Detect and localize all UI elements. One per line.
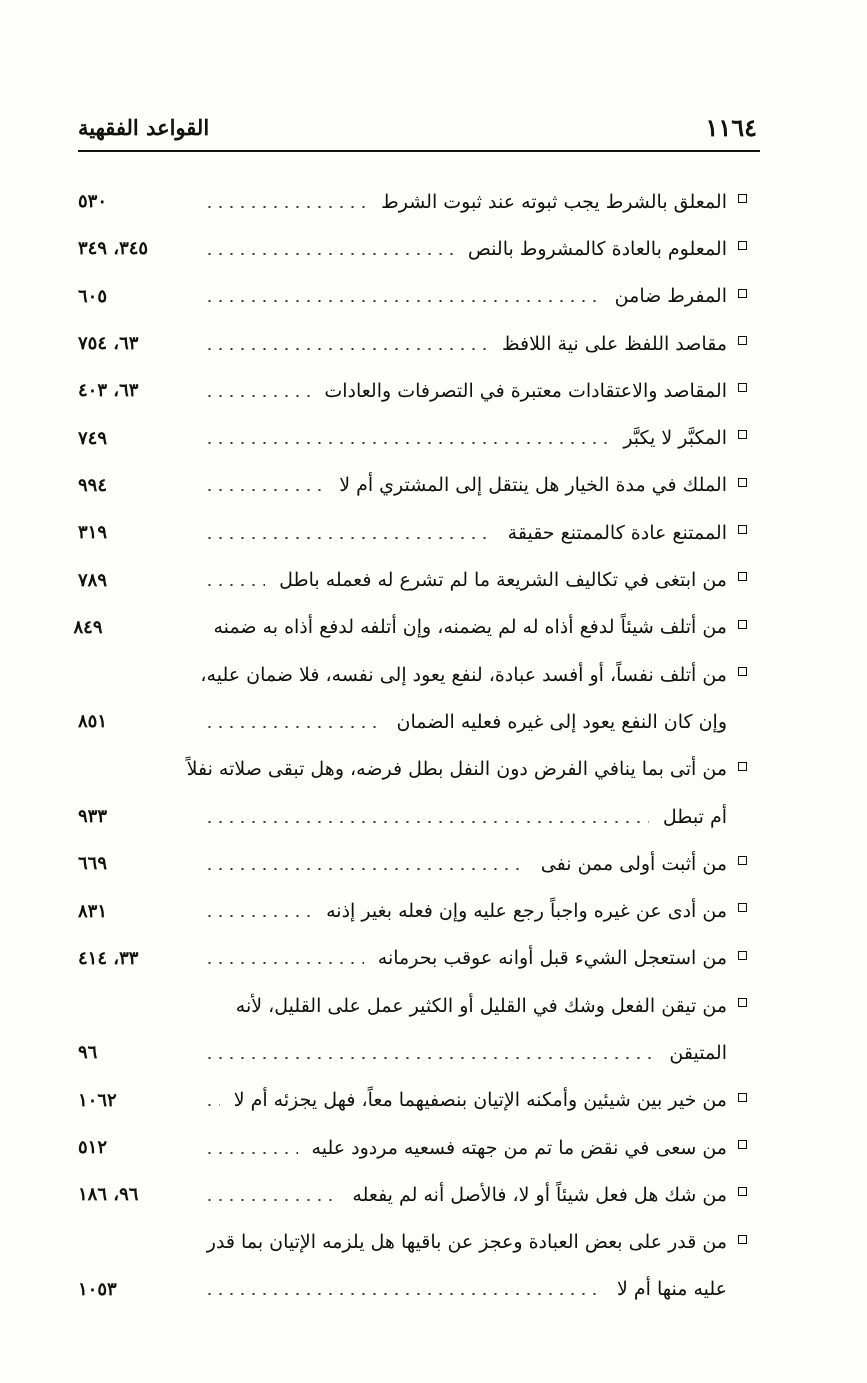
entry-body — [78, 982, 727, 1077]
entry-text: أم تبطل — [662, 805, 727, 828]
index-entry — [78, 1219, 757, 1314]
entry-body — [78, 414, 727, 461]
entry-body — [78, 367, 727, 414]
page-header — [78, 104, 757, 150]
entry-body — [78, 1219, 727, 1314]
entry-text: من أثبت أولى ممن نفى — [540, 852, 727, 875]
entry-line — [78, 651, 727, 698]
entry-body — [78, 320, 727, 367]
bullet-square-icon — [727, 604, 757, 651]
dot-leader — [204, 253, 454, 255]
entry-body — [78, 509, 727, 556]
dot-leader — [204, 348, 488, 350]
entry-text: المفرط ضامن — [614, 285, 727, 308]
entry-line — [78, 887, 727, 934]
entry-line — [78, 1171, 727, 1218]
entry-text: من تيقن الفعل وشك في القليل أو الكثير عمل على القليل، لأنه — [235, 994, 727, 1017]
index-entry — [78, 982, 757, 1077]
bullet-square-icon — [727, 1124, 757, 1171]
entry-body — [78, 935, 727, 982]
entry-line — [78, 1124, 727, 1171]
entry-line — [78, 556, 727, 603]
dot-leader — [204, 489, 325, 491]
page-reference: ٣١٩ — [78, 522, 108, 544]
entry-line — [78, 509, 727, 556]
index-entry — [78, 887, 757, 934]
dot-leader — [204, 726, 383, 728]
entry-line — [78, 414, 727, 461]
page-reference: ٧٨٩ — [78, 569, 108, 591]
bullet-square-icon — [727, 273, 757, 320]
entry-line — [78, 273, 727, 320]
page-reference: ٣٤٥، ٣٤٩ — [78, 238, 149, 260]
page-reference: ٩٦ — [78, 1042, 98, 1064]
book-title: القواعد الفقهية — [78, 114, 210, 140]
page-reference: ٩٦، ١٨٦ — [78, 1184, 139, 1206]
page-reference: ٦٣، ٧٥٤ — [78, 333, 139, 355]
page-number: ١١٦٤ — [705, 112, 757, 142]
index-entry — [78, 178, 757, 225]
page-reference: ٦٦٩ — [78, 853, 108, 875]
bullet-square-icon — [727, 1077, 757, 1124]
entry-line — [78, 462, 727, 509]
entry-body — [78, 225, 727, 272]
page-reference: ٨٤٩ — [73, 616, 103, 638]
entry-text: من أتلف نفساً، أو أفسد عبادة، لنفع يعود إلى نفسه، فلا ضمان عليه، — [200, 663, 727, 686]
index-entry — [78, 225, 757, 272]
dot-leader — [204, 300, 601, 302]
entry-line — [78, 840, 727, 887]
entry-line — [78, 1029, 727, 1076]
index-entry — [78, 840, 757, 887]
entry-body — [78, 840, 727, 887]
bullet-square-icon — [727, 887, 757, 934]
page-reference: ٦٠٥ — [78, 285, 108, 307]
bullet-square-icon — [727, 935, 757, 982]
entry-body — [78, 887, 727, 934]
index-entry — [78, 556, 757, 603]
entry-body — [78, 462, 727, 509]
entry-text: من استعجل الشيء قبل أوانه عوقب بحرمانه — [377, 947, 727, 970]
header-rule — [78, 150, 760, 152]
page-reference: ٩٩٤ — [78, 474, 108, 496]
entry-text: من خير بين شيئين وأمكنه الإتيان بنصفيهما معاً، فهل يجزئه أم لا — [233, 1089, 727, 1112]
dot-leader — [204, 537, 494, 539]
entry-body — [78, 1077, 727, 1124]
dot-leader — [204, 962, 364, 964]
entry-line — [78, 982, 727, 1029]
dot-leader — [204, 1293, 603, 1295]
entry-text: من أتى بما ينافي الفرض دون النفل بطل فرضه، وهل تبقى صلاته نفلاً — [186, 758, 727, 781]
dot-leader — [204, 915, 312, 917]
page-reference: ١٠٥٣ — [78, 1278, 117, 1300]
bullet-square-icon — [727, 1171, 757, 1218]
dot-leader — [204, 442, 609, 444]
entry-text: مقاصد اللفظ على نية اللافظ — [501, 332, 727, 355]
entry-text: المعلق بالشرط يجب ثبوته عند ثبوت الشرط — [381, 190, 727, 213]
dot-leader — [204, 821, 649, 823]
page-reference: ٣٣، ٤١٤ — [78, 947, 139, 969]
entry-text: المعلوم بالعادة كالمشروط بالنص — [467, 237, 727, 260]
entry-line — [78, 367, 727, 414]
entry-text: المقاصد والاعتقادات معتبرة في التصرفات والعادات — [324, 379, 727, 402]
entry-body — [78, 1124, 727, 1171]
entry-text: من أتلف شيئاً لدفع أذاه له لم يضمنه، وإن أتلفه لدفع أذاه به ضمنه — [213, 616, 727, 639]
bullet-square-icon — [727, 982, 757, 1077]
entry-text: عليه منها أم لا — [616, 1278, 727, 1301]
entry-body — [78, 746, 727, 841]
dot-leader — [204, 868, 527, 870]
entry-body — [73, 604, 727, 651]
bullet-square-icon — [727, 225, 757, 272]
entry-text: من شك هل فعل شيئاً أو لا، فالأصل أنه لم يفعله — [352, 1183, 727, 1206]
dot-leader — [204, 1199, 338, 1201]
dot-leader — [204, 1104, 220, 1106]
entry-text: المكبَّر لا يكبَّر — [623, 427, 727, 450]
index-entry — [78, 414, 757, 461]
entry-line — [78, 320, 727, 367]
index-entry — [78, 746, 757, 841]
entry-line — [78, 793, 727, 840]
entry-body — [78, 178, 727, 225]
entry-line — [78, 1077, 727, 1124]
index-entry — [78, 509, 757, 556]
page-reference: ٥١٢ — [78, 1137, 108, 1159]
page-reference: ٦٣، ٤٠٣ — [78, 380, 139, 402]
dot-leader — [204, 1057, 655, 1059]
entry-line — [78, 746, 727, 793]
entry-line — [78, 1266, 727, 1313]
dot-leader — [204, 1152, 298, 1154]
index-list — [73, 178, 757, 1313]
entry-line — [78, 1219, 727, 1266]
bullet-square-icon — [727, 414, 757, 461]
index-entry — [78, 367, 757, 414]
entry-text: وإن كان النفع يعود إلى غيره فعليه الضمان — [396, 710, 727, 733]
index-entry — [78, 1171, 757, 1218]
index-entry — [78, 320, 757, 367]
entry-text: من قدر على بعض العبادة وعجز عن باقيها هل يلزمه الإتيان بما قدر — [206, 1231, 727, 1254]
entry-text: من ابتغى في تكاليف الشريعة ما لم تشرع له فعمله باطل — [279, 569, 727, 592]
bullet-square-icon — [727, 462, 757, 509]
index-entry — [73, 604, 757, 651]
bullet-square-icon — [727, 367, 757, 414]
bullet-square-icon — [727, 178, 757, 225]
index-entry — [78, 651, 757, 746]
bullet-square-icon — [727, 320, 757, 367]
bullet-square-icon — [727, 651, 757, 746]
entry-line — [78, 935, 727, 982]
entry-text: الملك في مدة الخيار هل ينتقل إلى المشتري أم لا — [339, 474, 727, 497]
entry-body — [78, 651, 727, 746]
entry-line — [78, 225, 727, 272]
entry-line — [73, 604, 727, 651]
entry-body — [78, 1171, 727, 1218]
index-entry — [78, 462, 757, 509]
page-reference: ٥٣٠ — [78, 191, 108, 213]
entry-text: من سعى في نقض ما تم من جهته فسعيه مردود عليه — [311, 1136, 727, 1159]
page-reference: ٩٣٣ — [78, 806, 108, 827]
page-reference: ٨٣١ — [78, 900, 108, 922]
bullet-square-icon — [727, 556, 757, 603]
page-reference: ١٠٦٢ — [78, 1089, 117, 1111]
entry-line — [78, 178, 727, 225]
bullet-square-icon — [727, 509, 757, 556]
page-reference: ٧٤٩ — [78, 427, 108, 449]
bullet-square-icon — [727, 746, 757, 841]
entry-body — [78, 273, 727, 320]
bullet-square-icon — [727, 1219, 757, 1314]
index-entry — [78, 1077, 757, 1124]
page-reference: ٨٥١ — [78, 711, 108, 733]
entry-text: من أدى عن غيره واجباً رجع عليه وإن فعله بغير إذنه — [326, 900, 727, 923]
entry-line — [78, 698, 727, 745]
bullet-square-icon — [727, 840, 757, 887]
entry-body — [78, 556, 727, 603]
index-entry — [78, 273, 757, 320]
dot-leader — [204, 584, 265, 586]
entry-text: الممتنع عادة كالممتنع حقيقة — [507, 521, 727, 544]
entry-text: المتيقن — [669, 1041, 727, 1064]
dot-leader — [204, 206, 367, 208]
index-entry — [78, 935, 757, 982]
index-entry — [78, 1124, 757, 1171]
dot-leader — [204, 395, 310, 397]
